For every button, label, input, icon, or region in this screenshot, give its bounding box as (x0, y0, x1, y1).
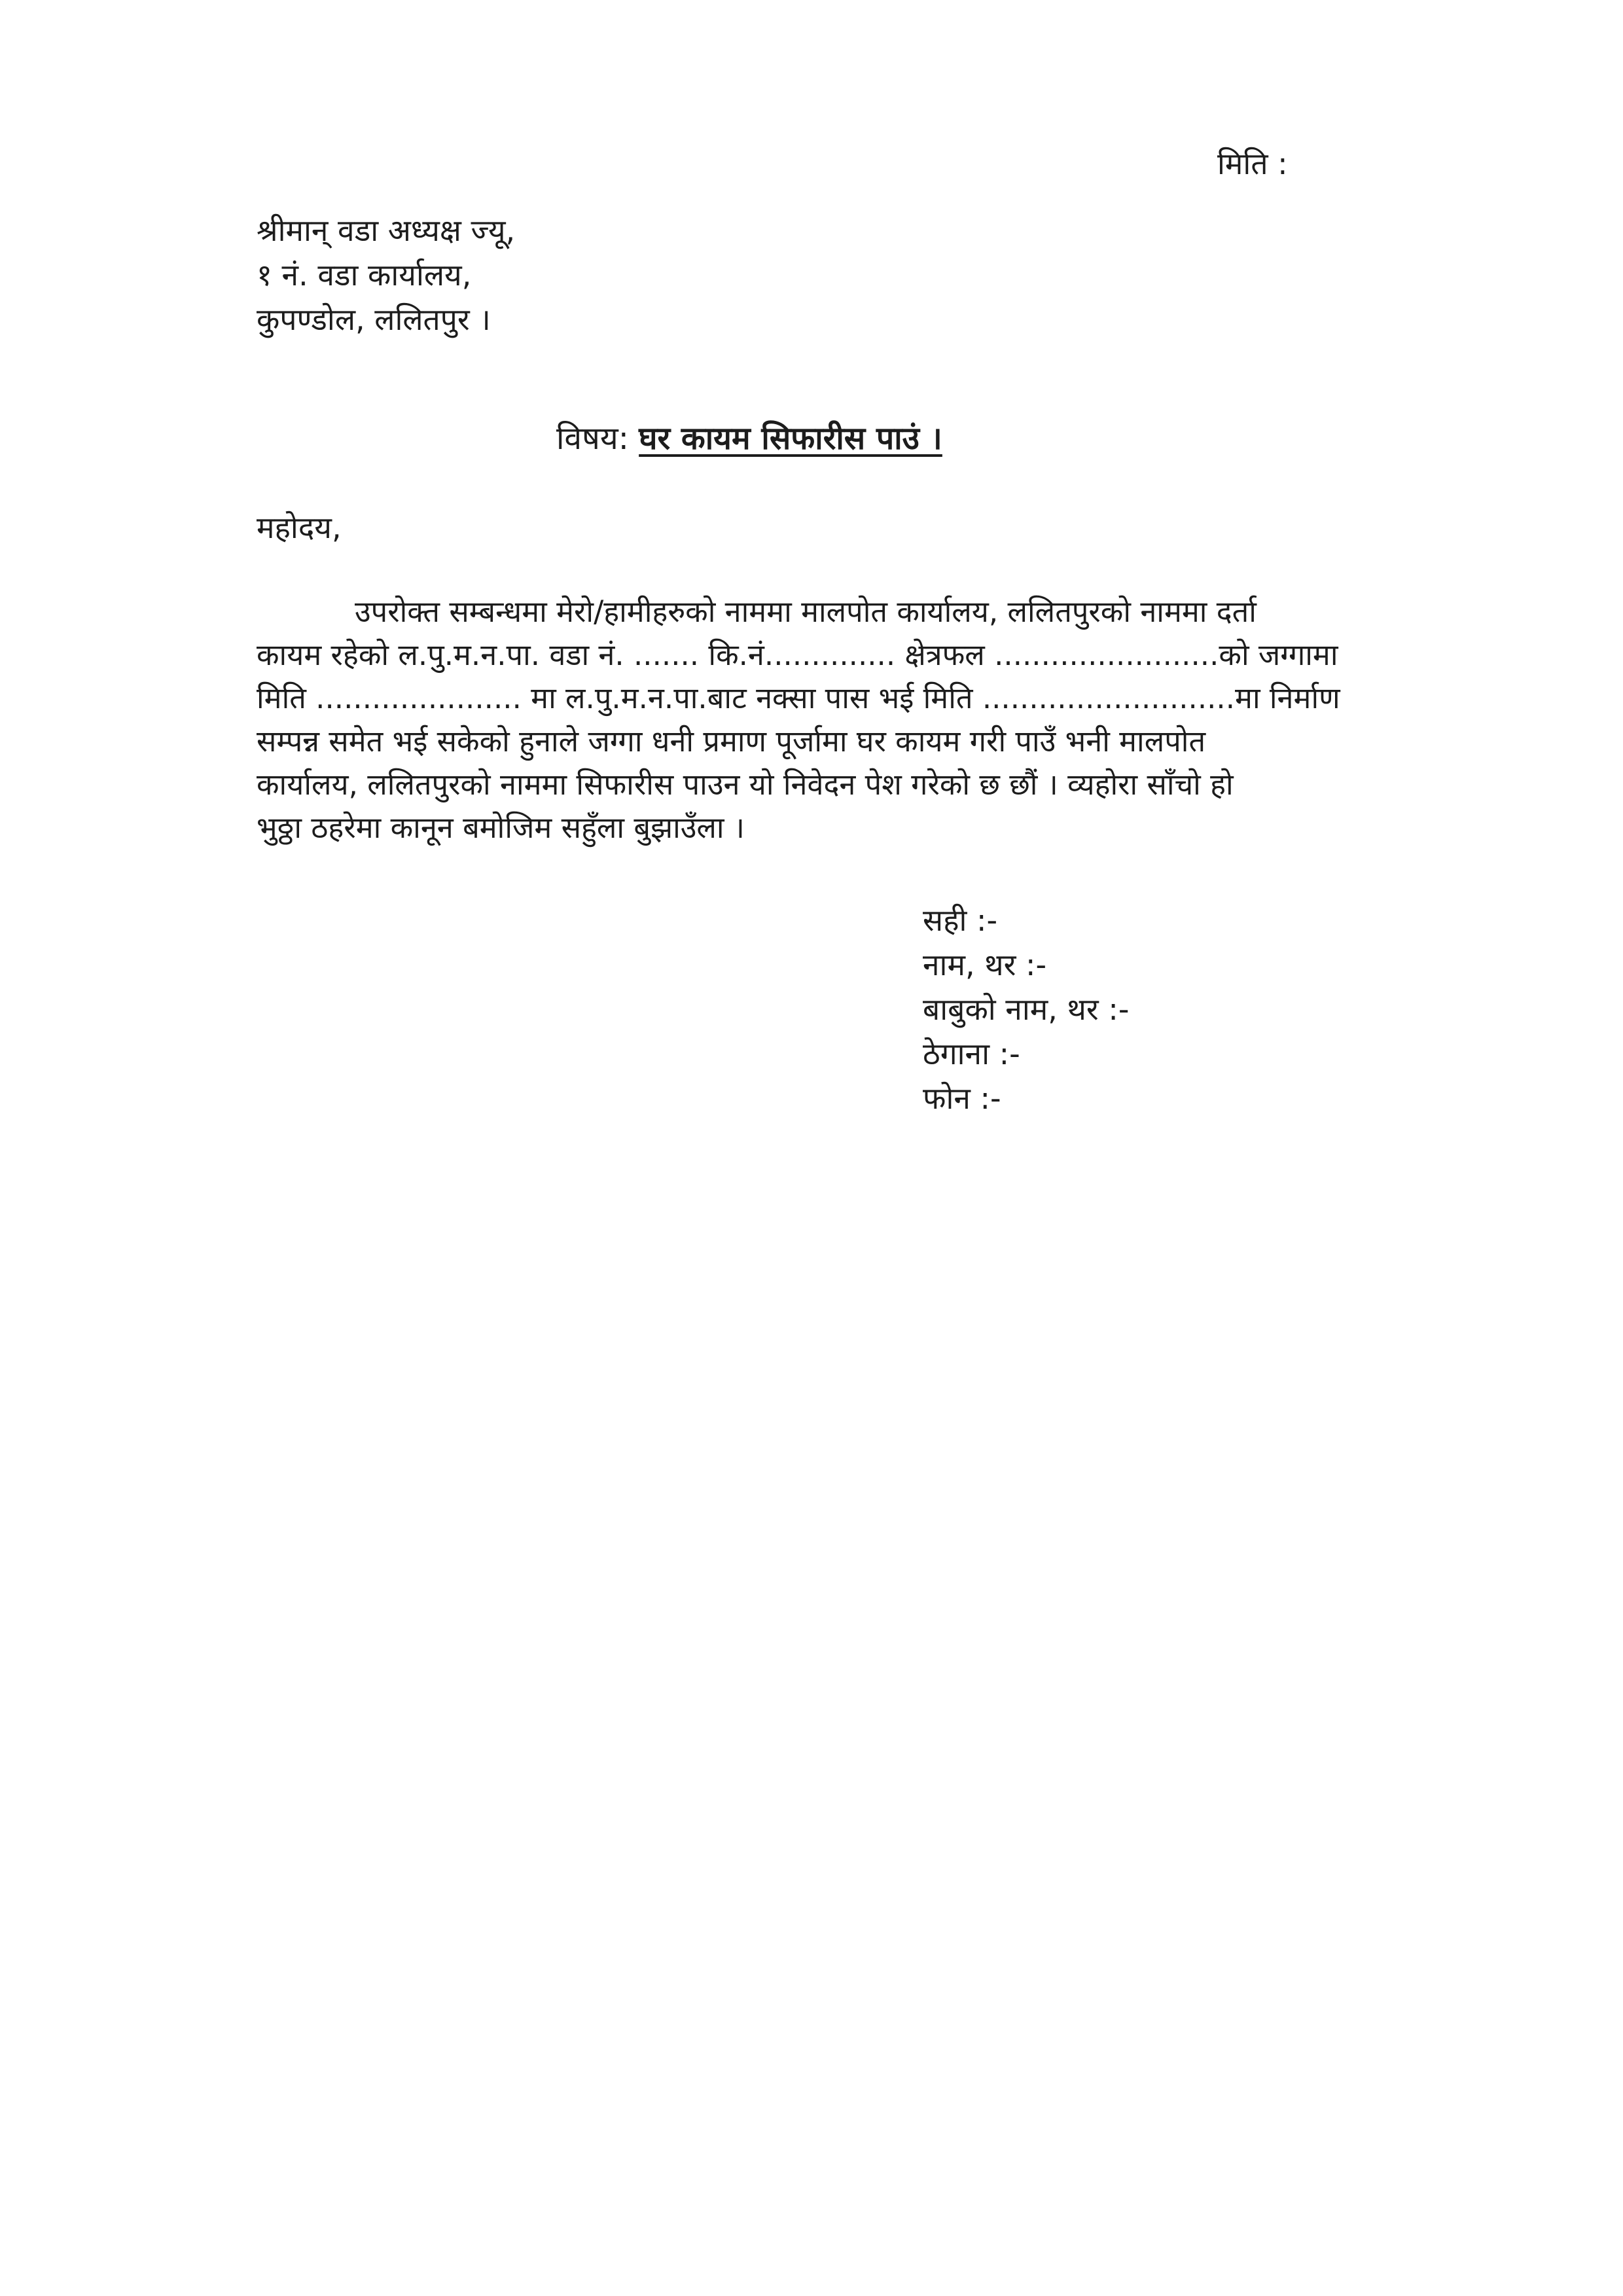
signature-phone-label: फोन :- (923, 1081, 1001, 1116)
subject-text: घर कायम सिफारीस पाउं । (639, 420, 942, 457)
body-line: उपरोक्त सम्बन्धमा मेरो/हामीहरुको नाममा मालपोत कार्यालय, ललितपुरको नाममा दर्ता (355, 594, 1257, 629)
body-line: कायम रहेको ल.पु.म.न.पा. वडा नं. ....... कि.नं.............. क्षेत्रफल ........................को जग्गामा (257, 637, 1338, 672)
signature-address-label: ठेगाना :- (923, 1036, 1020, 1071)
date-label: मिति : (1217, 146, 1288, 181)
recipient-address (257, 208, 515, 342)
body-line: मिति ...................... मा ल.पु.म.न.पा.बाट नक्सा पास भई मिति ...........................मा निर्माण (257, 681, 1340, 715)
signature-name-label: नाम, थर :- (923, 947, 1047, 982)
signature-block (923, 898, 1129, 1121)
body-line: सम्पन्न समेत भई सकेको हुनाले जग्गा धनी प्रमाण पूर्जामा घर कायम गरी पाउँ भनी मालपोत (257, 724, 1206, 759)
subject-line (556, 418, 942, 459)
signature-father-name-label: बाबुको नाम, थर :- (923, 992, 1130, 1027)
signature-sign-label: सही :- (923, 903, 998, 938)
recipient-line-office: १ नं. वडा कार्यालय, (257, 257, 472, 293)
recipient-line-title: श्रीमान् वडा अध्यक्ष ज्यू, (257, 213, 516, 248)
salutation: महोदय, (257, 510, 342, 545)
body-line: भुठ्ठा ठहरेमा कानून बमोजिम सहुँला बुझाउँला । (257, 810, 745, 845)
recipient-line-location: कुपण्डोल, ललितपुर । (257, 302, 491, 337)
body-paragraph (257, 590, 1539, 850)
subject-label: विषय: (556, 420, 629, 457)
body-line: कार्यालय, ललितपुरको नाममा सिफारीस पाउन यो निवेदन पेश गरेको छ छौं । व्यहोरा साँचो हो (257, 767, 1234, 802)
